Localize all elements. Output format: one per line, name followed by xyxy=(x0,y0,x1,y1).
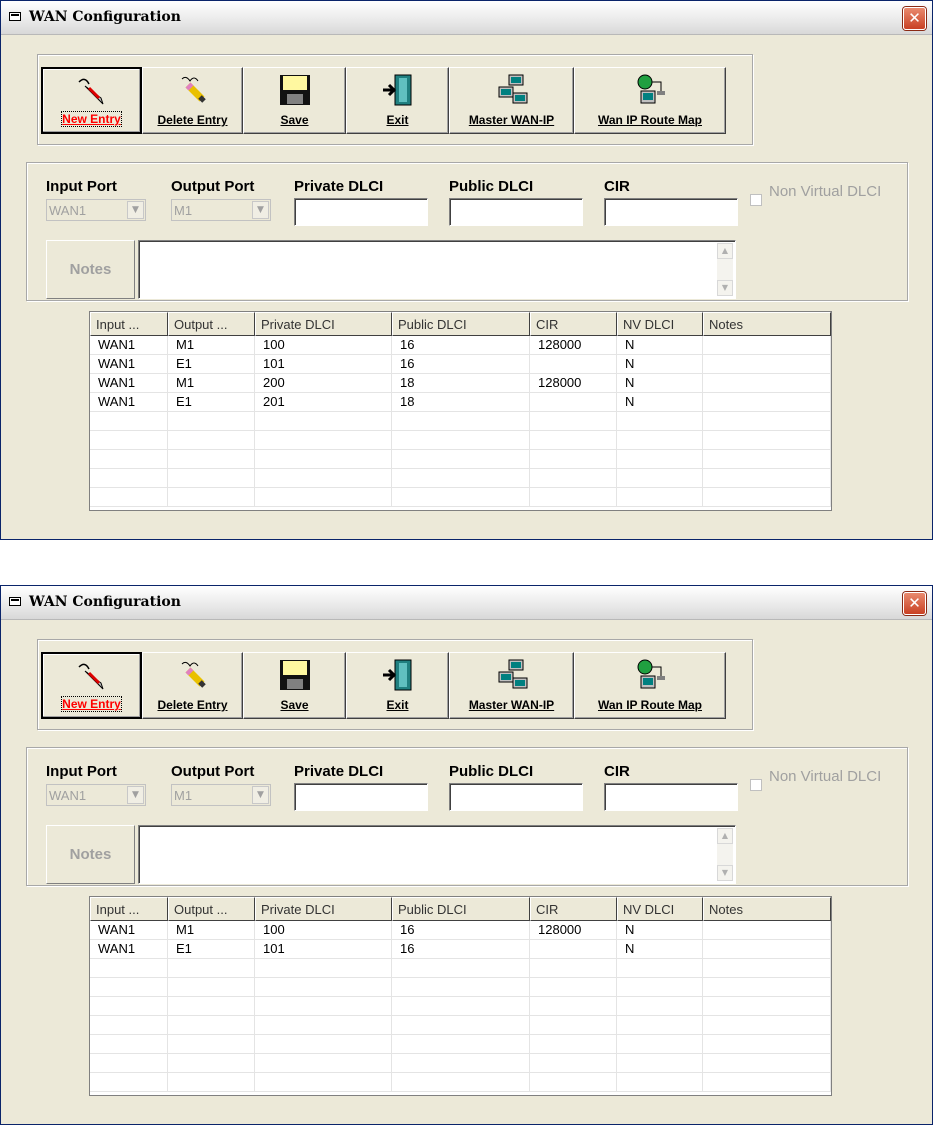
column-header[interactable]: NV DLCI xyxy=(617,897,703,921)
scroll-up-icon[interactable]: ▲ xyxy=(717,243,733,259)
globe-network-icon xyxy=(633,658,667,692)
save-button[interactable] xyxy=(243,67,346,134)
empty-table-cell[interactable] xyxy=(392,978,530,997)
non-virtual-dlci-label: Non Virtual DLCI xyxy=(769,183,882,200)
table-cell[interactable]: WAN1 xyxy=(90,336,168,355)
chevron-down-icon[interactable]: ▼ xyxy=(252,786,269,804)
column-header[interactable]: Notes xyxy=(703,312,831,336)
empty-table-cell[interactable] xyxy=(703,1073,831,1092)
empty-table-cell[interactable] xyxy=(703,978,831,997)
input-port-value: WAN1 xyxy=(49,788,87,803)
new-entry-button[interactable] xyxy=(41,652,142,719)
column-header[interactable]: Public DLCI xyxy=(392,897,530,921)
table-cell[interactable]: N xyxy=(617,336,703,355)
public-dlci-label: Public DLCI xyxy=(449,763,534,780)
toolbar-label: Save xyxy=(280,698,309,712)
empty-table-cell[interactable] xyxy=(168,412,255,431)
toolbar-label: Master WAN-IP xyxy=(468,698,555,712)
empty-table-cell[interactable] xyxy=(255,431,392,450)
empty-table-cell[interactable] xyxy=(168,1073,255,1092)
empty-table-cell[interactable] xyxy=(530,978,617,997)
floppy-disk-icon xyxy=(278,73,312,107)
input-port-select[interactable] xyxy=(46,784,146,806)
empty-table-cell[interactable] xyxy=(255,1035,392,1054)
empty-table-cell[interactable] xyxy=(530,997,617,1016)
toolbar-label: Exit xyxy=(386,113,409,127)
toolbar-label: Save xyxy=(280,113,309,127)
empty-table-cell[interactable] xyxy=(530,1073,617,1092)
new-entry-pen-icon xyxy=(75,659,109,693)
network-computers-icon xyxy=(495,73,529,107)
master-wan-ip-button[interactable] xyxy=(449,652,574,719)
empty-table-cell[interactable] xyxy=(255,959,392,978)
toolbar-label: Wan IP Route Map xyxy=(597,113,702,127)
table-cell[interactable]: 16 xyxy=(392,336,530,355)
table-cell[interactable]: 200 xyxy=(255,374,392,393)
empty-table-cell[interactable] xyxy=(617,469,703,488)
empty-table-cell[interactable] xyxy=(392,450,530,469)
close-icon: ✕ xyxy=(908,594,921,612)
empty-table-cell[interactable] xyxy=(703,959,831,978)
table-cell[interactable] xyxy=(530,393,617,412)
private-dlci-label: Private DLCI xyxy=(294,763,384,780)
empty-table-cell[interactable] xyxy=(90,1016,168,1035)
output-port-select[interactable] xyxy=(171,784,271,806)
title-bar[interactable] xyxy=(1,1,932,35)
empty-table-cell[interactable] xyxy=(617,959,703,978)
empty-table-cell[interactable] xyxy=(703,1035,831,1054)
close-button[interactable] xyxy=(903,7,926,30)
empty-table-cell[interactable] xyxy=(617,450,703,469)
table-cell[interactable]: 128000 xyxy=(530,336,617,355)
output-port-value: M1 xyxy=(174,788,193,803)
toolbar-label: Wan IP Route Map xyxy=(597,698,702,712)
table-cell[interactable]: 201 xyxy=(255,393,392,412)
empty-table-cell[interactable] xyxy=(392,959,530,978)
empty-table-cell[interactable] xyxy=(255,450,392,469)
table-cell[interactable] xyxy=(703,374,831,393)
private-dlci-input[interactable] xyxy=(294,783,428,811)
empty-table-cell[interactable] xyxy=(392,997,530,1016)
table-cell[interactable]: 18 xyxy=(392,374,530,393)
table-cell[interactable] xyxy=(703,355,831,374)
close-button[interactable] xyxy=(903,592,926,615)
table-cell[interactable] xyxy=(530,355,617,374)
empty-table-cell[interactable] xyxy=(530,1035,617,1054)
table-cell[interactable]: M1 xyxy=(168,921,255,940)
empty-table-cell[interactable] xyxy=(90,450,168,469)
table-cell[interactable]: N xyxy=(617,921,703,940)
table-cell[interactable]: WAN1 xyxy=(90,393,168,412)
empty-table-cell[interactable] xyxy=(617,431,703,450)
notes-textarea[interactable] xyxy=(138,240,736,299)
empty-table-cell[interactable] xyxy=(168,431,255,450)
empty-table-cell[interactable] xyxy=(392,1073,530,1092)
empty-table-cell[interactable] xyxy=(255,412,392,431)
exit-door-icon xyxy=(381,658,415,692)
empty-table-cell[interactable] xyxy=(703,469,831,488)
table-cell[interactable]: M1 xyxy=(168,374,255,393)
table-cell[interactable] xyxy=(703,921,831,940)
toolbar-label: New Entry xyxy=(62,112,121,126)
output-port-label: Output Port xyxy=(171,763,255,780)
empty-table-cell[interactable] xyxy=(530,450,617,469)
empty-table-cell[interactable] xyxy=(703,450,831,469)
table-cell[interactable]: M1 xyxy=(168,336,255,355)
empty-table-cell[interactable] xyxy=(90,978,168,997)
chevron-down-icon[interactable]: ▼ xyxy=(252,201,269,219)
notes-button[interactable]: Notes xyxy=(46,825,135,884)
input-port-select[interactable] xyxy=(46,199,146,221)
empty-table-cell[interactable] xyxy=(255,978,392,997)
column-header[interactable]: Input ... xyxy=(90,897,168,921)
column-header[interactable]: Output ... xyxy=(168,312,255,336)
delete-entry-button[interactable] xyxy=(142,67,243,134)
close-icon: ✕ xyxy=(908,9,921,27)
table-cell[interactable]: 16 xyxy=(392,355,530,374)
public-dlci-input[interactable] xyxy=(449,198,583,226)
entry-form xyxy=(26,162,908,301)
empty-table-cell[interactable] xyxy=(392,412,530,431)
wan-ip-route-map-button[interactable] xyxy=(574,652,726,719)
empty-table-cell[interactable] xyxy=(530,488,617,507)
toolbar-label: Master WAN-IP xyxy=(468,113,555,127)
empty-table-cell[interactable] xyxy=(255,1073,392,1092)
input-port-label: Input Port xyxy=(46,178,117,195)
master-wan-ip-button[interactable] xyxy=(449,67,574,134)
empty-table-cell[interactable] xyxy=(168,997,255,1016)
empty-table-cell[interactable] xyxy=(90,1035,168,1054)
exit-door-icon xyxy=(381,73,415,107)
new-entry-pen-icon xyxy=(75,74,109,108)
cir-label: CIR xyxy=(604,178,630,195)
eraser-pencil-icon xyxy=(176,658,210,692)
empty-table-cell[interactable] xyxy=(703,412,831,431)
private-dlci-input[interactable] xyxy=(294,198,428,226)
window-client xyxy=(5,35,928,535)
table-cell[interactable]: WAN1 xyxy=(90,374,168,393)
empty-table-cell[interactable] xyxy=(703,1054,831,1073)
empty-table-cell[interactable] xyxy=(90,997,168,1016)
table-cell[interactable]: 100 xyxy=(255,336,392,355)
table-cell[interactable]: WAN1 xyxy=(90,921,168,940)
table-cell[interactable]: 100 xyxy=(255,921,392,940)
empty-table-cell[interactable] xyxy=(530,431,617,450)
toolbar xyxy=(37,54,753,145)
column-header[interactable]: CIR xyxy=(530,897,617,921)
empty-table-cell[interactable] xyxy=(90,959,168,978)
empty-table-cell[interactable] xyxy=(530,1054,617,1073)
notes-scrollbar[interactable] xyxy=(717,243,733,296)
empty-table-cell[interactable] xyxy=(617,1016,703,1035)
window-app-icon xyxy=(9,12,21,21)
empty-table-cell[interactable] xyxy=(168,1054,255,1073)
empty-table-cell[interactable] xyxy=(168,450,255,469)
empty-table-cell[interactable] xyxy=(617,997,703,1016)
table-cell[interactable] xyxy=(530,940,617,959)
empty-table-cell[interactable] xyxy=(90,412,168,431)
non-virtual-dlci-checkbox[interactable] xyxy=(750,194,762,206)
empty-table-cell[interactable] xyxy=(392,488,530,507)
empty-table-cell[interactable] xyxy=(90,431,168,450)
public-dlci-label: Public DLCI xyxy=(449,178,534,195)
empty-table-cell[interactable] xyxy=(255,997,392,1016)
empty-table-cell[interactable] xyxy=(168,1016,255,1035)
dlci-table xyxy=(89,311,832,511)
empty-table-cell[interactable] xyxy=(90,469,168,488)
table-cell[interactable]: 101 xyxy=(255,355,392,374)
cir-label: CIR xyxy=(604,763,630,780)
input-port-label: Input Port xyxy=(46,763,117,780)
scroll-down-icon[interactable]: ▼ xyxy=(717,280,733,296)
window-client xyxy=(5,620,928,1120)
empty-table-cell[interactable] xyxy=(703,997,831,1016)
empty-table-cell[interactable] xyxy=(392,431,530,450)
table-cell[interactable]: N xyxy=(617,393,703,412)
column-header[interactable]: Private DLCI xyxy=(255,312,392,336)
table-cell[interactable]: E1 xyxy=(168,940,255,959)
empty-table-cell[interactable] xyxy=(392,1054,530,1073)
empty-table-cell[interactable] xyxy=(703,1016,831,1035)
empty-table-cell[interactable] xyxy=(255,469,392,488)
cir-input[interactable] xyxy=(604,198,738,226)
empty-table-cell[interactable] xyxy=(168,1035,255,1054)
table-cell[interactable] xyxy=(703,336,831,355)
empty-table-cell[interactable] xyxy=(168,978,255,997)
toolbar-label: Delete Entry xyxy=(157,698,228,712)
table-cell[interactable] xyxy=(703,940,831,959)
table-cell[interactable]: N xyxy=(617,940,703,959)
column-header[interactable]: NV DLCI xyxy=(617,312,703,336)
wan-ip-route-map-button[interactable] xyxy=(574,67,726,134)
toolbar-label: Delete Entry xyxy=(157,113,228,127)
table-cell[interactable]: 18 xyxy=(392,393,530,412)
table-cell[interactable]: 16 xyxy=(392,940,530,959)
notes-textarea[interactable] xyxy=(138,825,736,884)
title-bar[interactable] xyxy=(1,586,932,620)
window-title: WAN Configuration xyxy=(29,9,181,25)
notes-button[interactable]: Notes xyxy=(46,240,135,299)
table-cell[interactable]: N xyxy=(617,355,703,374)
empty-table-cell[interactable] xyxy=(168,469,255,488)
empty-table-cell[interactable] xyxy=(392,1016,530,1035)
empty-table-cell[interactable] xyxy=(617,978,703,997)
empty-table-cell[interactable] xyxy=(617,412,703,431)
public-dlci-input[interactable] xyxy=(449,783,583,811)
non-virtual-dlci-label: Non Virtual DLCI xyxy=(769,768,882,785)
wan-config-window xyxy=(0,585,933,1125)
column-header[interactable]: Input ... xyxy=(90,312,168,336)
column-header[interactable]: Notes xyxy=(703,897,831,921)
column-header[interactable]: Private DLCI xyxy=(255,897,392,921)
input-port-value: WAN1 xyxy=(49,203,87,218)
exit-button[interactable] xyxy=(346,652,449,719)
delete-entry-button[interactable] xyxy=(142,652,243,719)
empty-table-cell[interactable] xyxy=(168,488,255,507)
table-cell[interactable] xyxy=(703,393,831,412)
empty-table-cell[interactable] xyxy=(90,488,168,507)
window-app-icon xyxy=(9,597,21,606)
table-cell[interactable]: 128000 xyxy=(530,374,617,393)
empty-table-cell[interactable] xyxy=(392,1035,530,1054)
eraser-pencil-icon xyxy=(176,73,210,107)
chevron-down-icon[interactable]: ▼ xyxy=(127,786,144,804)
globe-network-icon xyxy=(633,73,667,107)
empty-table-cell[interactable] xyxy=(168,959,255,978)
empty-table-cell[interactable] xyxy=(392,469,530,488)
save-button[interactable] xyxy=(243,652,346,719)
table-cell[interactable]: WAN1 xyxy=(90,940,168,959)
empty-table-cell[interactable] xyxy=(617,488,703,507)
table-cell[interactable]: 16 xyxy=(392,921,530,940)
table-cell[interactable]: 101 xyxy=(255,940,392,959)
empty-table-cell[interactable] xyxy=(703,431,831,450)
empty-table-cell[interactable] xyxy=(90,1073,168,1092)
toolbar-label: New Entry xyxy=(62,697,121,711)
output-port-select[interactable] xyxy=(171,199,271,221)
window-title: WAN Configuration xyxy=(29,594,181,610)
exit-button[interactable] xyxy=(346,67,449,134)
table-cell[interactable]: N xyxy=(617,374,703,393)
toolbar-label: Exit xyxy=(386,698,409,712)
empty-table-cell[interactable] xyxy=(530,959,617,978)
toolbar xyxy=(37,639,753,730)
wan-config-window xyxy=(0,0,933,540)
empty-table-cell[interactable] xyxy=(617,1035,703,1054)
entry-form xyxy=(26,747,908,886)
table-cell[interactable]: E1 xyxy=(168,355,255,374)
scroll-down-icon[interactable]: ▼ xyxy=(717,865,733,881)
empty-table-cell[interactable] xyxy=(530,469,617,488)
notes-scrollbar[interactable] xyxy=(717,828,733,881)
table-cell[interactable]: WAN1 xyxy=(90,355,168,374)
empty-table-cell[interactable] xyxy=(90,1054,168,1073)
private-dlci-label: Private DLCI xyxy=(294,178,384,195)
dlci-table xyxy=(89,896,832,1096)
cir-input[interactable] xyxy=(604,783,738,811)
empty-table-cell[interactable] xyxy=(530,412,617,431)
empty-table-cell[interactable] xyxy=(255,488,392,507)
column-header[interactable]: Public DLCI xyxy=(392,312,530,336)
empty-table-cell[interactable] xyxy=(255,1016,392,1035)
table-cell[interactable]: 128000 xyxy=(530,921,617,940)
table-cell[interactable]: E1 xyxy=(168,393,255,412)
chevron-down-icon[interactable]: ▼ xyxy=(127,201,144,219)
output-port-label: Output Port xyxy=(171,178,255,195)
network-computers-icon xyxy=(495,658,529,692)
empty-table-cell[interactable] xyxy=(703,488,831,507)
scroll-up-icon[interactable]: ▲ xyxy=(717,828,733,844)
empty-table-cell[interactable] xyxy=(530,1016,617,1035)
column-header[interactable]: Output ... xyxy=(168,897,255,921)
column-header[interactable]: CIR xyxy=(530,312,617,336)
empty-table-cell[interactable] xyxy=(617,1073,703,1092)
empty-table-cell[interactable] xyxy=(255,1054,392,1073)
new-entry-button[interactable] xyxy=(41,67,142,134)
floppy-disk-icon xyxy=(278,658,312,692)
non-virtual-dlci-checkbox[interactable] xyxy=(750,779,762,791)
empty-table-cell[interactable] xyxy=(617,1054,703,1073)
output-port-value: M1 xyxy=(174,203,193,218)
